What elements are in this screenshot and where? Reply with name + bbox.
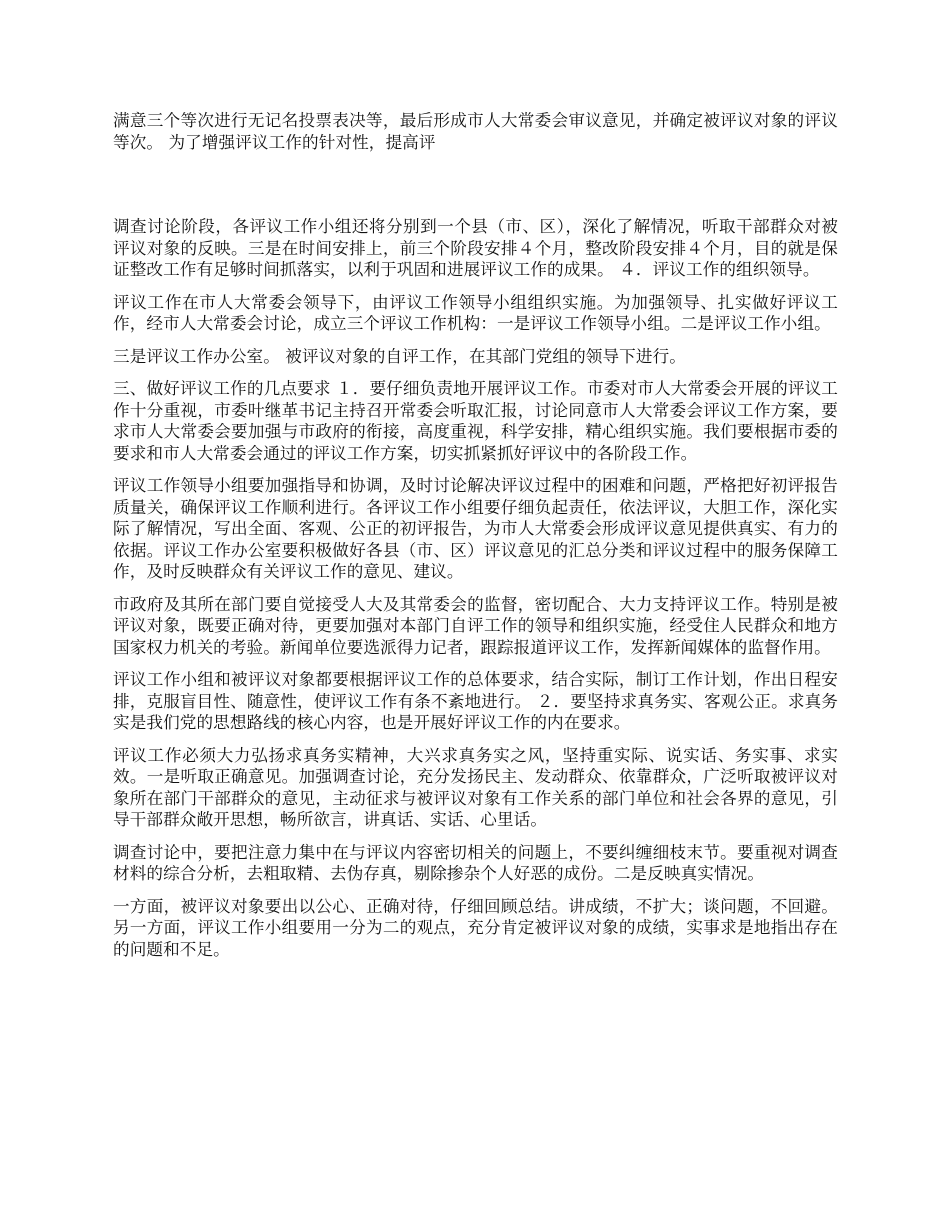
paragraph: 评议工作小组和被评议对象都要根据评议工作的总体要求，结合实际，制订工作计划，作出日程安排，克服盲目性、随意性，使评议工作有条不紊地进行。 ２．要坚持求真务实、客观公正。求真务实是我们党的思想路线的核心内容，也是开展好评议工作的内在要求。 <box>113 670 838 732</box>
paragraph: 评议工作必须大力弘扬求真务实精神，大兴求真务实之风，坚持重实际、说实话、务实事、求实效。一是听取正确意见。加强调查讨论，充分发扬民主、发动群众、依靠群众，广泛听取被评议对象所在部门干部群众的意见，主动征求与被评议对象有工作关系的部门单位和社会各界的意见，引导干部群众敞开思想，畅所欲言，讲真话、实话、心里话。 <box>113 745 838 829</box>
paragraph: 满意三个等次进行无记名投票表决等，最后形成市人大常委会审议意见，并确定被评议对象的评议等次。 为了增强评议工作的针对性，提高评 <box>113 111 838 152</box>
paragraph: 调查讨论阶段，各评议工作小组还将分别到一个县（市、区），深化了解情况，听取干部群众对被评议对象的反映。三是在时间安排上，前三个阶段安排４个月，整改阶段安排４个月，目的就是保证整改工作有足够时间抓落实，以利于巩固和进展评议工作的成果。 ４．评议工作的组织领导。 <box>113 217 838 279</box>
paragraph: 评议工作在市人大常委会领导下，由评议工作领导小组组织实施。为加强领导、扎实做好评议工作，经市人大常委会讨论，成立三个评议工作机构：一是评议工作领导小组。二是评议工作小组。 <box>113 292 838 333</box>
paragraph: 市政府及其所在部门要自觉接受人大及其常委会的监督，密切配合、大力支持评议工作。特别是被评议对象，既要正确对待，更要加强对本部门自评工作的领导和组织实施，经受住人民群众和地方国家权力机关的考验。新闻单位要选派得力记者，跟踪报道评议工作，发挥新闻媒体的监督作用。 <box>113 594 838 657</box>
paragraph: 三、做好评议工作的几点要求 １．要仔细负责地开展评议工作。市委对市人大常委会开展的评议工作十分重视，市委叶继革书记主持召开常委会听取汇报，讨论同意市人大常委会评议工作方案，要求市人大常委会要加强与市政府的衔接，高度重视，科学安排，精心组织实施。我们要根据市委的要求和市人大常委会通过的评议工作方案，切实抓紧抓好评议中的各阶段工作。 <box>113 379 838 463</box>
paragraph: 三是评议工作办公室。 被评议对象的自评工作，在其部门党组的领导下进行。 <box>113 346 686 366</box>
paragraph: 评议工作领导小组要加强指导和协调，及时讨论解决评议过程中的困难和问题，严格把好初评报告质量关，确保评议工作顺利进行。各评议工作小组要仔细负起责任，依法评议，大胆工作，深化实际了解情况，写出全面、客观、公正的初评报告，为市人大常委会形成评议意见提供真实、有力的依据。评议工作办公室要积极做好各县（市、区）评议意见的汇总分类和评议过程中的服务保障工作，及时反映群众有关评议工作的意见、建议。 <box>113 476 838 581</box>
paragraph: 一方面，被评议对象要出以公心、正确对待，仔细回顾总结。讲成绩，不扩大；谈问题，不回避。另一方面，评议工作小组要用一分为二的观点，充分肯定被评议对象的成绩，实事求是地指出存在的问题和不足。 <box>113 896 838 959</box>
paragraph: 调查讨论中，要把注意力集中在与评议内容密切相关的问题上，不要纠缠细枝末节。要重视对调查材料的综合分析，去粗取精、去伪存真，剔除掺杂个人好恶的成份。二是反映真实情况。 <box>113 842 838 883</box>
